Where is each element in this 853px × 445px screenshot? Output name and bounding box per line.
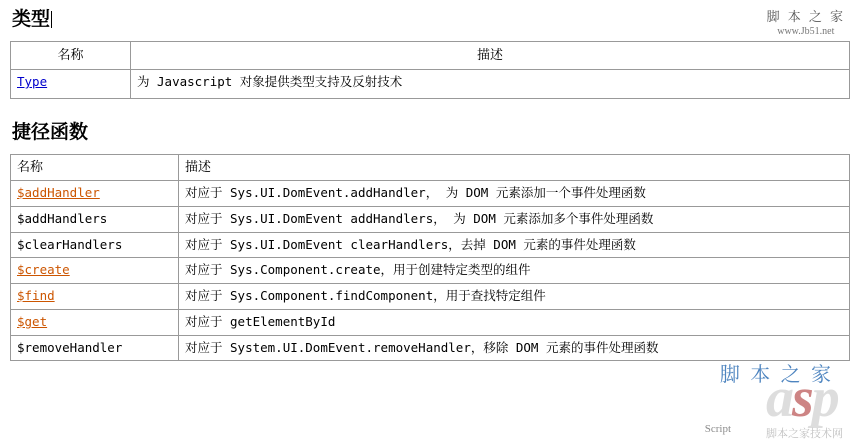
table-row	[11, 232, 850, 258]
page-title	[12, 6, 847, 33]
cell-name: $clearHandlers	[11, 232, 179, 258]
watermark-asp-a: a	[766, 367, 792, 430]
table-row	[11, 70, 850, 99]
cell-desc: 对应于 Sys.UI.DomEvent clearHandlers，去掉 DOM 元素的事件处理函数	[179, 232, 850, 258]
cell-name: $addHandlers	[11, 206, 179, 232]
cell-desc: 对应于 Sys.Component.create，用于创建特定类型的组件	[179, 258, 850, 284]
cell-name	[11, 70, 131, 99]
link-find[interactable]: $find	[17, 288, 55, 304]
link-addhandler[interactable]: $addHandler	[17, 185, 100, 201]
cell-name	[11, 284, 179, 310]
cell-name	[11, 258, 179, 284]
table-row	[11, 309, 850, 335]
watermark-asp-text	[766, 367, 843, 430]
table-row	[11, 206, 850, 232]
watermark-asp-sub: 脚本之家技术网	[766, 427, 843, 440]
watermark-script-text: Script	[704, 423, 731, 435]
column-header-desc: 描述	[179, 154, 850, 181]
watermark-top-cn: 脚 本 之 家	[766, 10, 845, 25]
table-header-row	[11, 154, 850, 181]
table-row	[11, 335, 850, 361]
column-header-name: 名称	[11, 154, 179, 181]
cell-desc: 对应于 Sys.UI.DomEvent addHandlers， 为 DOM 元素添加多个事件处理函数	[179, 206, 850, 232]
text-caret	[51, 11, 52, 28]
cell-name: $removeHandler	[11, 335, 179, 361]
section-title-type: 类型	[12, 8, 51, 30]
cell-name	[11, 181, 179, 207]
table-types	[10, 41, 850, 100]
table-row	[11, 284, 850, 310]
column-header-desc: 描述	[131, 41, 850, 70]
watermark-asp-p: p	[811, 367, 838, 430]
link-type[interactable]: Type	[17, 74, 48, 90]
table-row	[11, 181, 850, 207]
cell-desc: 为 Javascript 对象提供类型支持及反射技术	[131, 70, 850, 99]
document-page	[0, 6, 853, 445]
link-get[interactable]: $get	[17, 313, 48, 329]
document-content	[0, 6, 853, 361]
cell-desc: 对应于 getElementById	[179, 309, 850, 335]
cell-desc: 对应于 Sys.Component.findComponent，用于查找特定组件	[179, 284, 850, 310]
table-header-row	[11, 41, 850, 70]
table-row	[11, 258, 850, 284]
cell-desc: 对应于 System.UI.DomEvent.removeHandler，移除 DOM 元素的事件处理函数	[179, 335, 850, 361]
section-title-shortcut-functions: 捷径函数	[12, 121, 89, 144]
watermark-top-url: www.Jb51.net	[777, 26, 835, 38]
cell-name	[11, 309, 179, 335]
cell-desc: 对应于 Sys.UI.DomEvent.addHandler， 为 DOM 元素添加一个事件处理函数	[179, 181, 850, 207]
watermark-asp-s: s	[792, 367, 812, 430]
watermark-blue-text: 脚 本 之 家	[719, 362, 833, 386]
watermark-asp-logo	[766, 367, 843, 441]
column-header-name: 名称	[11, 41, 131, 70]
table-shortcut-functions	[10, 154, 850, 362]
link-create[interactable]: $create	[17, 262, 70, 278]
